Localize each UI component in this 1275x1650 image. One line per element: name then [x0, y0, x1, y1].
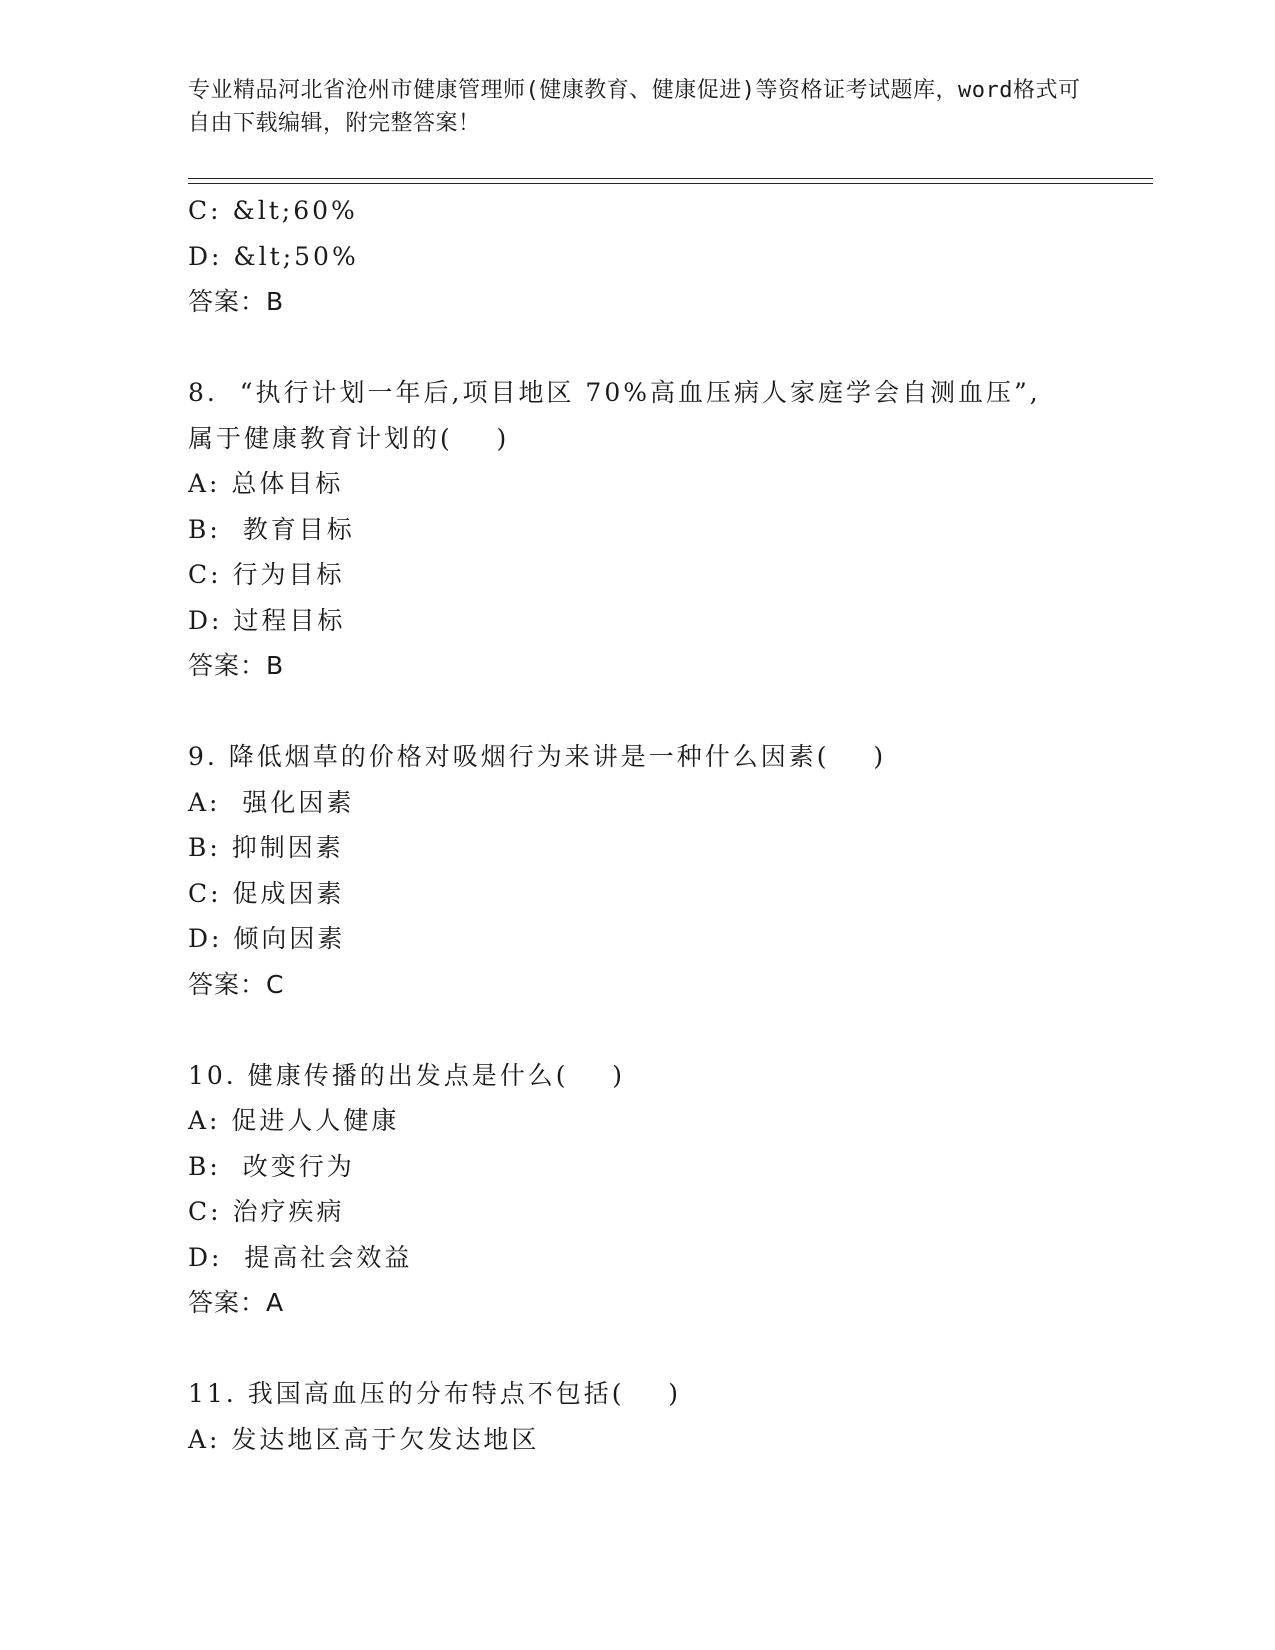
q8-stem-line1: 8. “执行计划一年后,项目地区 70%高血压病人家庭学会自测血压”, — [188, 378, 1041, 407]
q9-option-b: B: 抑制因素 — [188, 833, 344, 862]
q9-stem: 9. 降低烟草的价格对吸烟行为来讲是一种什么因素( ) — [188, 742, 887, 771]
q10-stem: 10. 健康传播的出发点是什么( ) — [188, 1060, 626, 1090]
header-rule-bottom — [188, 183, 1153, 184]
q9-option-d: D: 倾向因素 — [188, 924, 346, 953]
q8-stem-line2: 属于健康教育计划的( ) — [188, 423, 510, 453]
q10-option-d: D: 提高社会效益 — [188, 1242, 413, 1272]
header-rule-top — [188, 178, 1153, 179]
q7-option-c: C: &lt;60% — [188, 196, 358, 225]
q10-option-b: B: 改变行为 — [188, 1151, 355, 1181]
spacer — [188, 325, 1148, 371]
q8-option-c: C: 行为目标 — [188, 560, 345, 589]
q8-answer: 答案：B — [188, 651, 285, 680]
q7-answer: 答案：B — [188, 287, 285, 316]
question-content — [188, 188, 1148, 1462]
spacer — [188, 689, 1148, 735]
q11-stem: 11. 我国高血压的分布特点不包括( ) — [188, 1379, 682, 1408]
q10-option-c: C: 治疗疾病 — [188, 1197, 345, 1226]
spacer — [188, 1007, 1148, 1053]
q9-option-a: A: 强化因素 — [188, 787, 355, 817]
spacer — [188, 1326, 1148, 1372]
page-header: 专业精品河北省沧州市健康管理师(健康教育、健康促进)等资格证考试题库，word格式可自由下载编辑，附完整答案！ — [188, 78, 1081, 136]
q8-option-a: A: 总体目标 — [188, 469, 344, 498]
q11-option-a: A: 发达地区高于欠发达地区 — [188, 1424, 540, 1454]
q9-answer: 答案：C — [188, 969, 285, 999]
q8-option-b: B: 教育目标 — [188, 514, 355, 544]
q7-option-d: D: &lt;50% — [188, 241, 359, 271]
q10-option-a: A: 促进人人健康 — [188, 1106, 400, 1135]
q8-option-d: D: 过程目标 — [188, 605, 346, 635]
q10-answer: 答案：A — [188, 1288, 285, 1317]
q9-option-c: C: 促成因素 — [188, 878, 345, 908]
